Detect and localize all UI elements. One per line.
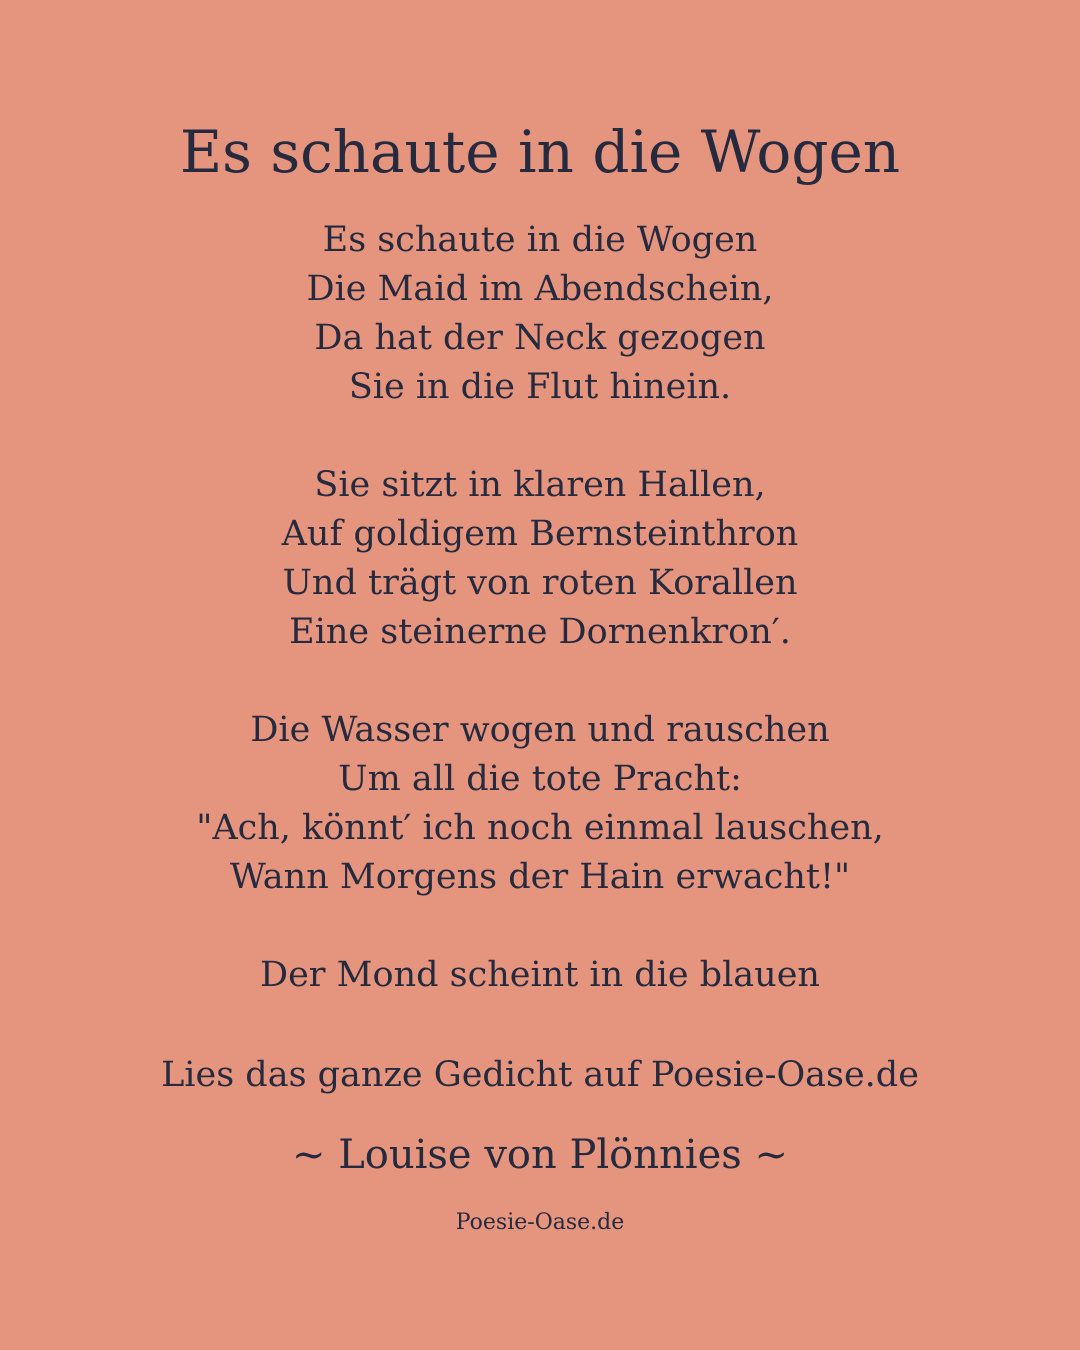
stanza-1 <box>0 216 1080 412</box>
author-name: ~ Louise von Plönnies ~ <box>291 1132 789 1178</box>
poem-line: Es schaute in die Wogen <box>322 220 758 260</box>
stanza-2 <box>0 461 1080 657</box>
poem-line: Die Wasser wogen und rauschen <box>250 710 830 750</box>
poem-line: Eine steinerne Dornenkron′. <box>289 612 791 652</box>
stanza-4 <box>0 951 1080 1000</box>
poem-line: Und trägt von roten Korallen <box>282 563 798 603</box>
poem-line: Die Maid im Abendschein, <box>306 269 774 309</box>
poem-line: Sie sitzt in klaren Hallen, <box>314 465 766 505</box>
poem-line: Sie in die Flut hinein. <box>348 367 732 407</box>
site-name: Poesie-Oase.de <box>455 1210 625 1235</box>
read-full-poem-text: Lies das ganze Gedicht auf Poesie-Oase.de <box>161 1055 919 1095</box>
poem-body <box>0 216 1080 1049</box>
poem-line: "Ach, könnt′ ich noch einmal lauschen, <box>196 808 884 848</box>
poem-line: Der Mond scheint in die blauen <box>260 955 820 995</box>
poem-line: Da hat der Neck gezogen <box>314 318 766 358</box>
poem-title: Es schaute in die Wogen <box>179 118 901 186</box>
stanza-3 <box>0 706 1080 902</box>
poem-line: Wann Morgens der Hain erwacht!" <box>229 857 851 897</box>
poem-line: Um all die tote Pracht: <box>338 759 742 799</box>
poem-line: Auf goldigem Bernsteinthron <box>281 514 799 554</box>
